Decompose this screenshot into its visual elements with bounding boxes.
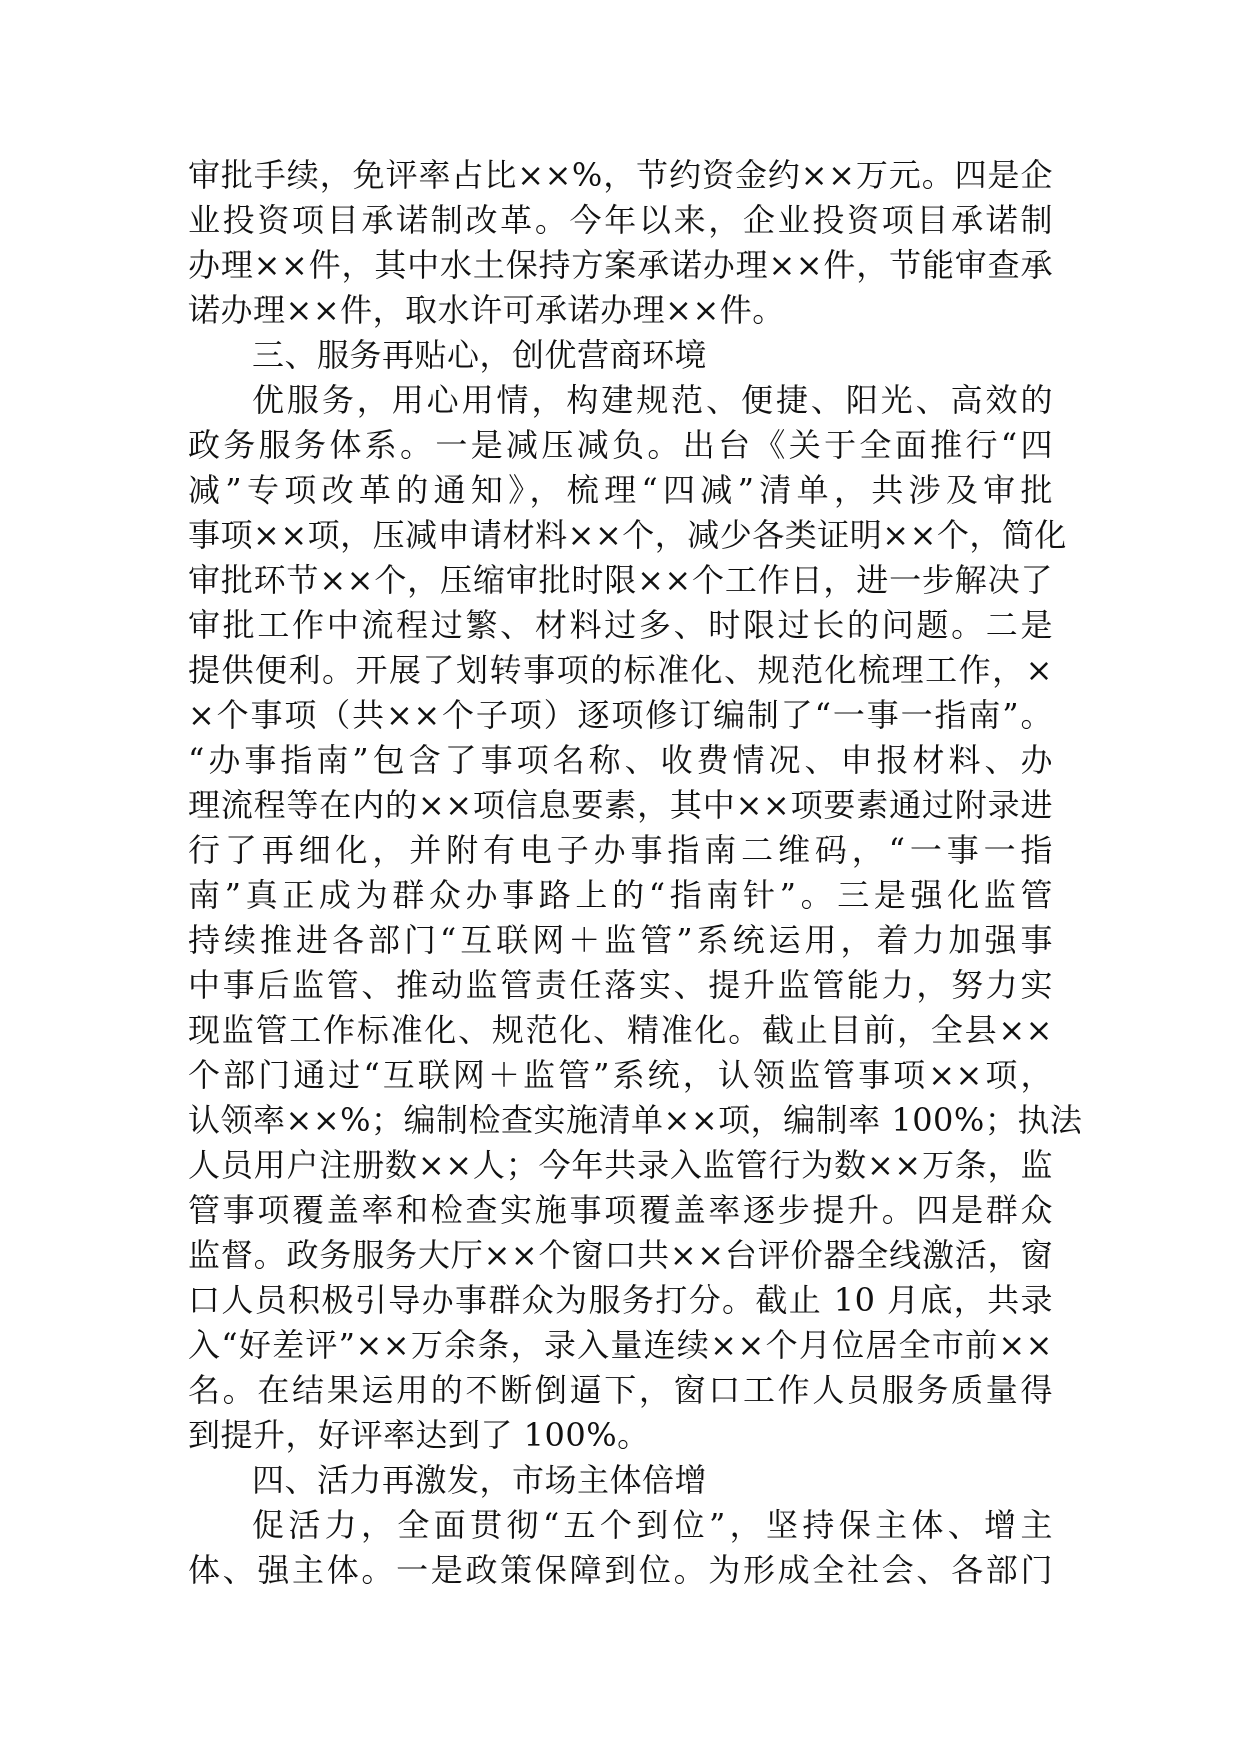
paragraph-line: 现监管工作标准化、规范化、精准化。截止目前，全县××: [188, 1011, 1053, 1049]
paragraph-line: 到提升，好评率达到了 100%。: [188, 1416, 650, 1454]
paragraph-line: 南”真正成为群众办事路上的“指南针”。三是强化监管: [188, 876, 1053, 914]
paragraph-line: 事项××项，压减申请材料××个，减少各类证明××个，简化: [188, 516, 1067, 554]
paragraph-line: 审批手续，免评率占比××%，节约资金约××万元。四是企: [188, 156, 1053, 194]
paragraph-line: 体、强主体。一是政策保障到位。为形成全社会、各部门: [188, 1551, 1053, 1589]
section-heading: 四、活力再激发，市场主体倍增: [252, 1461, 708, 1499]
section-heading: 三、服务再贴心，创优营商环境: [252, 336, 708, 374]
document-page: [188, 153, 1083, 1593]
paragraph-line: 审批环节××个，压缩审批时限××个工作日，进一步解决了: [188, 561, 1053, 599]
paragraph-line: 理流程等在内的××项信息要素，其中××项要素通过附录进: [188, 786, 1053, 824]
paragraph-line: ×个事项（共××个子项）逐项修订编制了“一事一指南”。: [188, 696, 1053, 734]
paragraph-line: 政务服务体系。一是减压减负。出台《关于全面推行“四: [188, 426, 1053, 464]
paragraph-line: 业投资项目承诺制改革。今年以来，企业投资项目承诺制: [188, 201, 1053, 239]
paragraph-line: 监督。政务服务大厅××个窗口共××台评价器全线激活，窗: [188, 1236, 1053, 1274]
paragraph-line: 人员用户注册数××人；今年共录入监管行为数××万条，监: [188, 1146, 1053, 1184]
paragraph-line: 优服务，用心用情，构建规范、便捷、阳光、高效的: [252, 381, 1053, 419]
paragraph-line: 行了再细化，并附有电子办事指南二维码，“一事一指: [188, 831, 1053, 869]
paragraph-line: 中事后监管、推动监管责任落实、提升监管能力，努力实: [188, 966, 1053, 1004]
paragraph-line: 办理××件，其中水土保持方案承诺办理××件，节能审查承: [188, 246, 1053, 284]
paragraph-line: 提供便利。开展了划转事项的标准化、规范化梳理工作，×: [188, 651, 1053, 689]
paragraph-line: 口人员积极引导办事群众为服务打分。截止 10 月底，共录: [188, 1281, 1053, 1319]
paragraph-line: 个部门通过“互联网＋监管”系统，认领监管事项××项，: [188, 1056, 1053, 1094]
paragraph-line: 认领率××%；编制检查实施清单××项，编制率 100%；执法: [188, 1101, 1083, 1139]
paragraph-line: 名。在结果运用的不断倒逼下，窗口工作人员服务质量得: [188, 1371, 1053, 1409]
paragraph-line: 入“好差评”××万余条，录入量连续××个月位居全市前××: [188, 1326, 1053, 1364]
paragraph-line: 诺办理××件，取水许可承诺办理××件。: [188, 291, 785, 329]
paragraph-line: 减”专项改革的通知》，梳理“四减”清单，共涉及审批: [188, 471, 1053, 509]
paragraph-line: 审批工作中流程过繁、材料过多、时限过长的问题。二是: [188, 606, 1053, 644]
paragraph-line: 持续推进各部门“互联网＋监管”系统运用，着力加强事: [188, 921, 1053, 959]
paragraph-line: 促活力，全面贯彻“五个到位”，坚持保主体、增主: [252, 1506, 1053, 1544]
paragraph-line: 管事项覆盖率和检查实施事项覆盖率逐步提升。四是群众: [188, 1191, 1053, 1229]
paragraph-line: “办事指南”包含了事项名称、收费情况、申报材料、办: [188, 741, 1053, 779]
